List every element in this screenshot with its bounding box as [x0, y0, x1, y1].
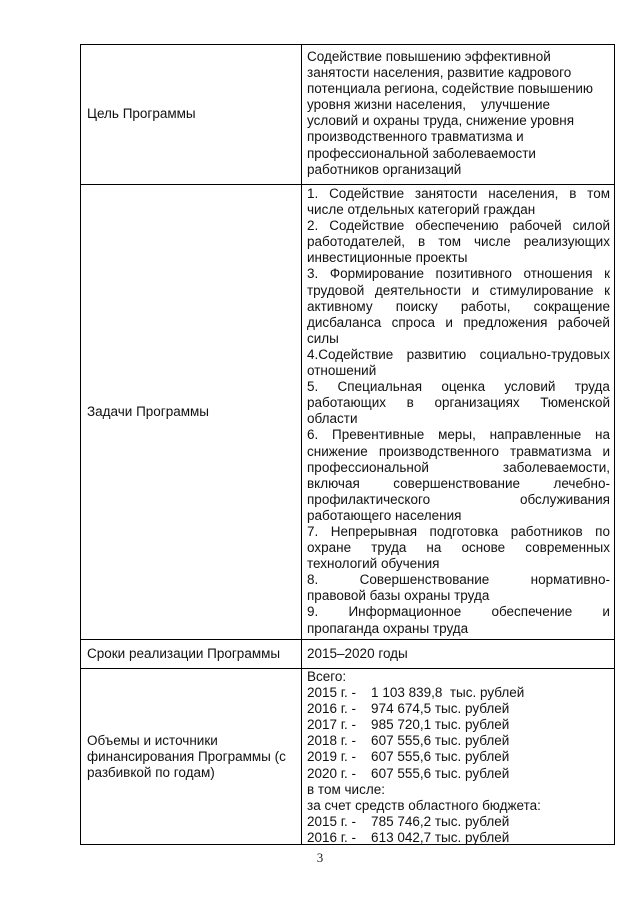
tasks-label-text: Задачи Программы — [87, 403, 210, 419]
content-line: включая совершенствование лечебно- — [307, 475, 610, 491]
content-line: работающего населения — [307, 507, 462, 523]
content-line: производственного травматизма и — [307, 129, 524, 145]
content-line: 6. Превентивные меры, направленные на — [307, 427, 610, 443]
content-line: числе отдельных категорий граждан — [307, 202, 536, 218]
content-line: 2015 г. - 1 103 839,8 тыс. рублей — [307, 685, 525, 701]
content-line: 3. Формирование позитивного отношения к — [307, 266, 610, 282]
content-line: охране труда на основе современных — [307, 540, 610, 556]
content-line: 2015–2020 годы — [307, 646, 408, 661]
content-line: 5. Специальная оценка условий труда — [307, 379, 610, 395]
content-line: профессиональной заболеваемости, — [307, 459, 610, 475]
content-line: 2. Содействие обеспечению рабочей силой — [307, 218, 610, 234]
column-divider — [301, 44, 302, 845]
content-line: 4.Содействие развитию социально-трудовых — [307, 346, 610, 362]
content-line: потенциала региона, содействие повышению — [307, 81, 593, 97]
funding-label-text: Объемы и источники финансирования Программы (с разбивкой по годам) — [87, 732, 286, 780]
content-line: области — [307, 411, 358, 427]
content-line: работодателей, в том числе реализующих — [307, 234, 610, 250]
content-line: 2020 г. - 607 555,6 тыс. рублей — [307, 765, 510, 781]
row-tasks-content — [307, 186, 610, 637]
content-line: Содействие повышению эффективной — [307, 49, 551, 64]
content-line: за счет средств областного бюджета: — [307, 797, 541, 813]
content-line: правовой базы охраны труда — [307, 588, 490, 604]
period-label-text: Сроки реализации Программы — [87, 645, 281, 661]
row-goal-content — [307, 49, 610, 178]
content-line: 8. Совершенствование нормативно- — [307, 572, 610, 588]
row-funding-label — [87, 668, 294, 845]
content-line: 2017 г. - 985 720,1 тыс. рублей — [307, 717, 510, 733]
content-line: отношений — [307, 363, 377, 379]
row-funding-content — [307, 669, 610, 846]
row-goal-label — [87, 44, 294, 184]
content-line: дисбаланса спроса и предложения рабочей — [307, 314, 610, 330]
page-number: 3 — [316, 850, 324, 865]
content-line: работников организаций — [307, 161, 462, 177]
content-line: инвестиционные проекты — [307, 250, 468, 266]
content-line: трудовой деятельности и стимулирование к — [307, 282, 610, 298]
content-line: условий и охраны труда, снижение уровня — [307, 113, 575, 129]
content-line: профилактического обслуживания — [307, 491, 610, 507]
content-line: снижение производственного травматизма и — [307, 443, 610, 459]
row-period-content — [307, 646, 610, 662]
goal-label-text: Цель Программы — [87, 106, 196, 121]
content-line: уровня жизни населения, улучшение — [307, 97, 550, 113]
content-line: технологий обучения — [307, 556, 440, 572]
content-line: 2019 г. - 607 555,6 тыс. рублей — [307, 749, 510, 765]
content-line: 2015 г. - 785 746,2 тыс. рублей — [307, 813, 510, 829]
content-line: 1. Содействие занятости населения, в том — [307, 186, 610, 201]
content-line: Всего: — [307, 669, 347, 684]
content-line: активному поиску работы, сокращение — [307, 298, 610, 314]
content-line: 9. Информационное обеспечение и — [307, 604, 610, 620]
row-period-label — [87, 639, 294, 668]
content-line: 2018 г. - 607 555,6 тыс. рублей — [307, 733, 510, 749]
content-line: 2016 г. - 974 674,5 тыс. рублей — [307, 701, 510, 717]
content-line: в том числе: — [307, 781, 385, 797]
row-tasks-label — [87, 184, 294, 639]
content-line: 7. Непрерывная подготовка работников по — [307, 523, 610, 539]
content-line: занятости населения, развитие кадрового — [307, 65, 572, 81]
content-line: профессиональной заболеваемости — [307, 145, 536, 161]
content-line: пропаганда охраны труда — [307, 620, 469, 636]
content-line: силы — [307, 330, 339, 346]
content-line: работающих в организациях Тюменской — [307, 395, 610, 411]
content-line: 2016 г. - 613 042,7 тыс. рублей — [307, 829, 510, 845]
